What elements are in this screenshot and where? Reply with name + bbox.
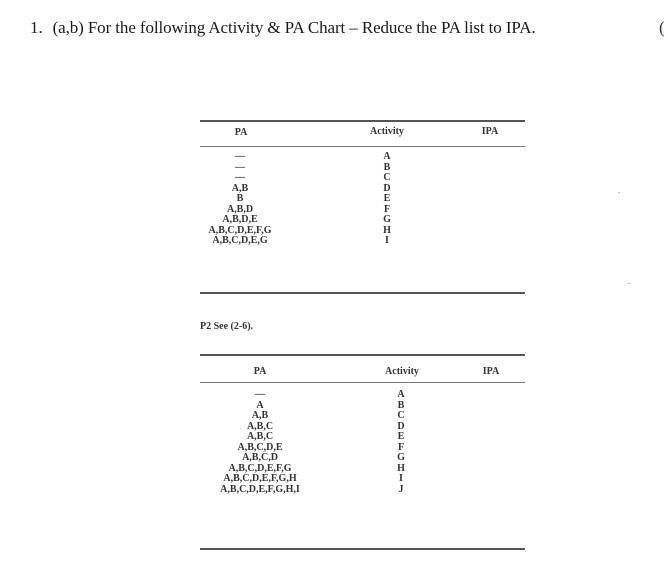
scan-speck xyxy=(628,283,630,284)
pa-cell: — xyxy=(255,389,265,400)
question-number: 1. xyxy=(30,18,43,37)
activity-cell: F xyxy=(383,203,391,215)
scan-speck xyxy=(618,192,620,193)
pa-table-2 xyxy=(200,352,525,552)
cut-off-paren: ( xyxy=(659,18,665,37)
activity-cell: J xyxy=(398,483,404,495)
activity-cell: F xyxy=(397,441,405,453)
pa-cell: A,B,C xyxy=(246,431,274,442)
activity-cell: B xyxy=(383,161,391,173)
pa-cell: — xyxy=(235,151,245,162)
pa-cell: A,B,C,D,E,G xyxy=(212,235,268,246)
pa-cell: A,B,C,D,E,F,G xyxy=(208,224,272,236)
header-ipa: IPA xyxy=(482,366,500,377)
pa-cell: A,B,C,D,E,F,G,H,I xyxy=(220,483,300,495)
activity-cell: A xyxy=(397,389,405,400)
pa-cell: A,B xyxy=(251,410,269,421)
pa-table-1 xyxy=(200,118,525,298)
activity-cell: I xyxy=(399,473,403,484)
activity-cell: I xyxy=(385,235,389,246)
table-bottom-rule xyxy=(200,548,525,550)
question-heading xyxy=(30,18,536,38)
activity-column xyxy=(372,152,402,247)
activity-column xyxy=(386,390,416,495)
problem-caption: P2 See (2-6). xyxy=(200,321,254,332)
pa-cell: B xyxy=(236,193,244,204)
pa-cell: — xyxy=(235,172,245,183)
pa-cell: — xyxy=(235,161,245,173)
header-pa: PA xyxy=(253,366,267,377)
activity-cell: H xyxy=(383,224,391,236)
header-rule xyxy=(200,382,525,383)
pa-cell: A,B,C xyxy=(246,420,274,432)
activity-cell: B xyxy=(397,399,405,411)
activity-cell: E xyxy=(383,193,391,204)
pa-cell: A,B,C,D,E,F,G xyxy=(228,462,292,474)
activity-cell: G xyxy=(383,214,391,225)
pa-cell: A xyxy=(256,399,264,411)
table-top-rule xyxy=(200,354,525,356)
header-rule xyxy=(200,146,525,147)
header-pa: PA xyxy=(234,127,248,138)
header-ipa: IPA xyxy=(481,126,499,137)
activity-cell: D xyxy=(397,420,405,432)
pa-column xyxy=(200,390,320,495)
pa-column xyxy=(190,152,290,247)
activity-cell: G xyxy=(397,452,405,463)
header-activity: Activity xyxy=(370,126,404,137)
activity-cell: E xyxy=(397,431,405,442)
pa-cell: A,B,D,E xyxy=(222,214,258,225)
table-bottom-rule xyxy=(200,292,525,294)
pa-cell: A,B xyxy=(231,182,249,194)
pa-cell: A,B,C,D,E,F,G,H xyxy=(223,473,297,484)
activity-cell: A xyxy=(383,151,391,162)
activity-cell: C xyxy=(397,410,405,421)
pa-cell: A,B,D xyxy=(226,203,254,215)
activity-cell: H xyxy=(397,462,405,474)
activity-cell: D xyxy=(383,182,391,194)
pa-cell: A,B,C,D xyxy=(242,452,278,463)
table-top-rule xyxy=(200,120,525,122)
question-text: (a,b) For the following Activity & PA Chart – Reduce the PA list to IPA. xyxy=(52,18,536,37)
header-activity: Activity xyxy=(385,366,419,377)
pa-cell: A,B,C,D,E xyxy=(237,441,283,453)
activity-cell: C xyxy=(383,172,391,183)
